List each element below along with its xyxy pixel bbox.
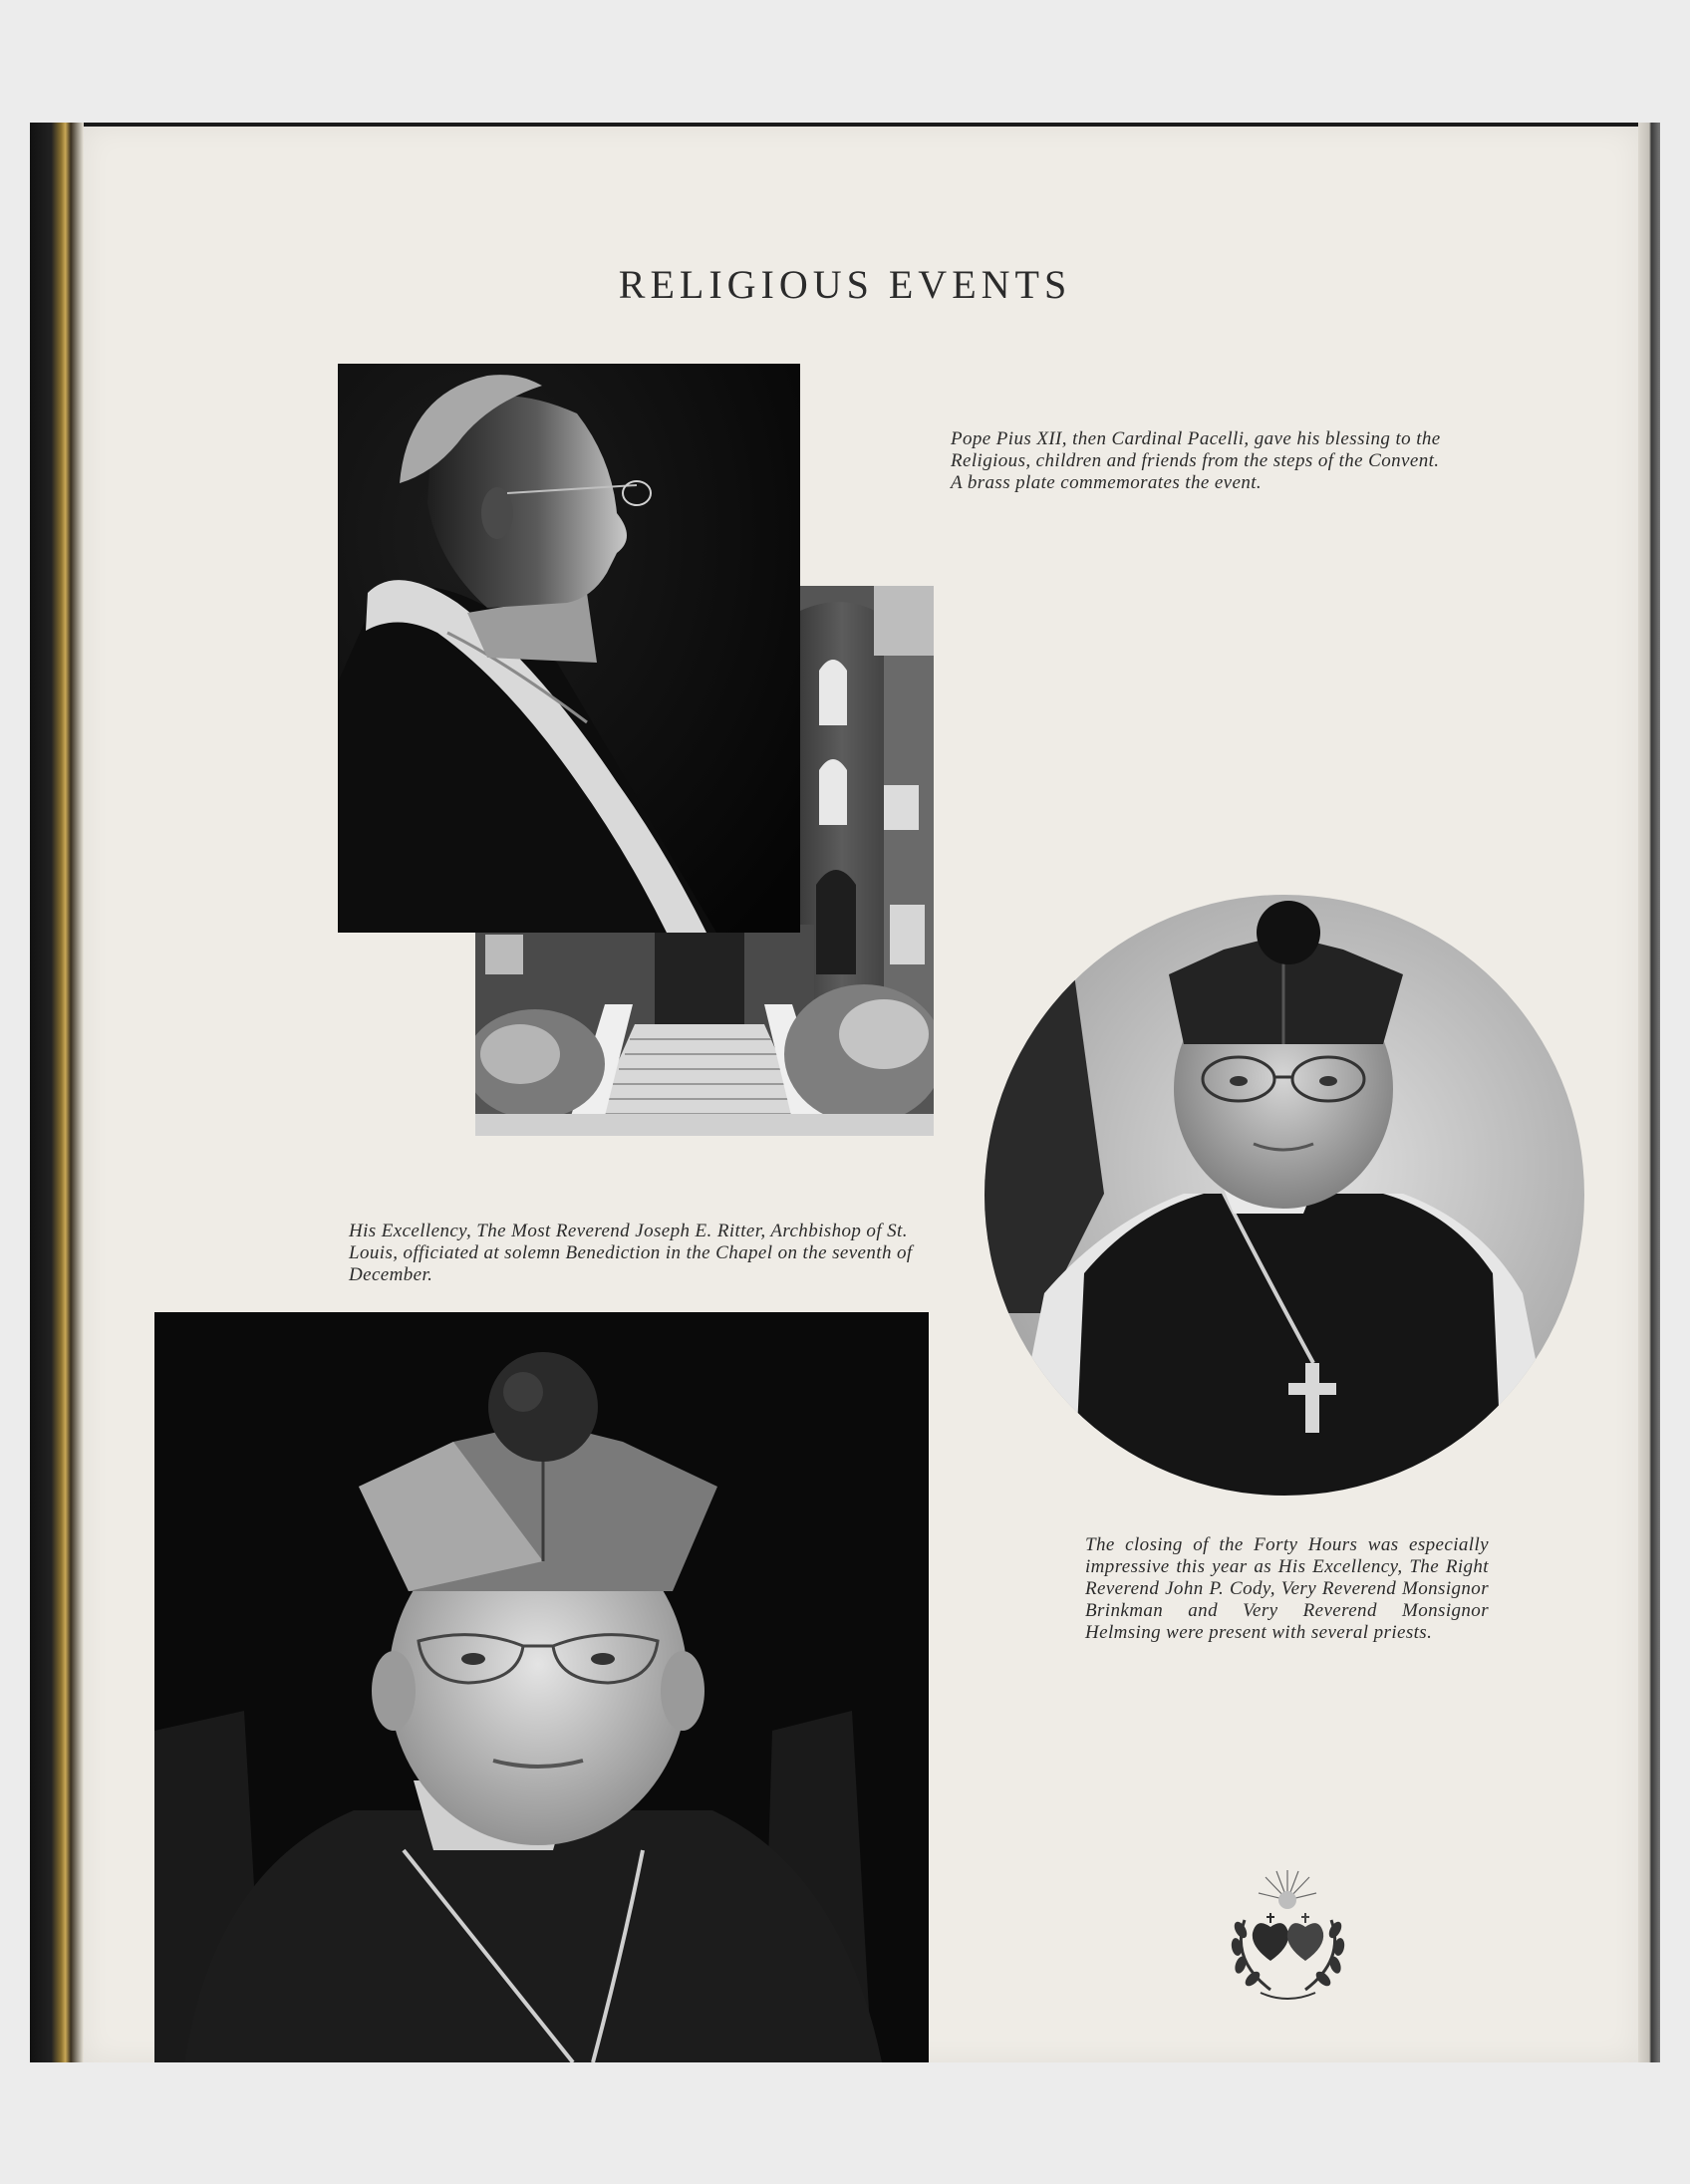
pope-pius-portrait-photo <box>338 364 800 933</box>
sacred-hearts-emblem-icon <box>1221 1865 1355 2005</box>
forty-hours-caption: The closing of the Forty Hours was especially impressive this year as His Excellency, The Right Reverend John P. Cody, Very Reverend Monsignor Brinkman and Very Reverend Monsignor Helmsing were present with several priests. <box>1085 1534 1489 1643</box>
pope-pius-caption: Pope Pius XII, then Cardinal Pacelli, gave his blessing to the Religious, children and friends from the steps of the Convent. A brass plate commemorates the event. <box>951 428 1441 493</box>
archbishop-ritter-portrait-photo <box>154 1312 929 2062</box>
bishop-cody-portrait-photo <box>985 895 1584 1496</box>
book-binding-edge <box>30 123 84 2062</box>
page-title: RELIGIOUS EVENTS <box>618 262 1072 307</box>
archbishop-ritter-caption: His Excellency, The Most Reverend Joseph E. Ritter, Archbishop of St. Louis, officiated at solemn Benediction in the Chapel on the seventh of December. <box>349 1221 913 1285</box>
next-page-edge <box>1638 123 1660 2062</box>
